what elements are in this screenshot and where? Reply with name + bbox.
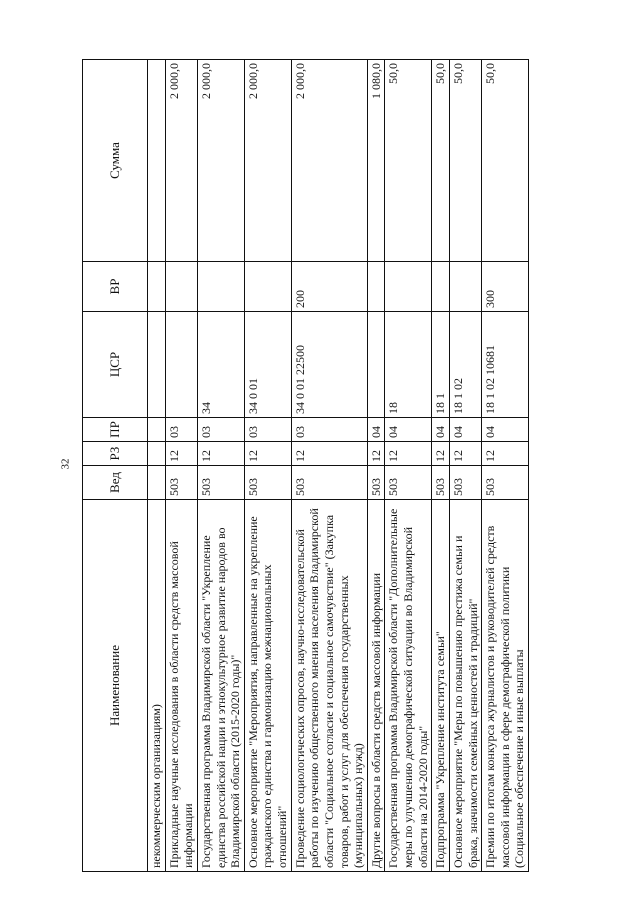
cell-sum: 2 000,0 xyxy=(197,60,244,262)
page-number: 32 xyxy=(59,458,72,470)
cell-ved xyxy=(148,466,166,500)
cell-csr: 18 1 02 xyxy=(449,312,481,418)
cell-name: Прикладные научные исследования в области средств массовой информации xyxy=(165,500,197,872)
cell-ved: 503 xyxy=(432,466,450,500)
table-row xyxy=(385,60,432,872)
cell-name: Премии по итогам конкурса журналистов и руководителей средств массовой информации в сфере демографической политики (Социальное обеспечение и иные выплаты xyxy=(482,500,529,872)
cell-ved: 503 xyxy=(244,466,291,500)
table-row xyxy=(449,60,481,872)
cell-ved: 503 xyxy=(449,466,481,500)
table-row xyxy=(291,60,367,872)
table-row xyxy=(197,60,244,872)
cell-pr: 03 xyxy=(291,418,367,442)
header-ved: Вед xyxy=(83,466,148,500)
cell-ved: 503 xyxy=(197,466,244,500)
cell-name: Подпрограмма "Укрепление института семьи" xyxy=(432,500,450,872)
cell-sum: 2 000,0 xyxy=(244,60,291,262)
cell-ved: 503 xyxy=(291,466,367,500)
cell-sum xyxy=(148,60,166,262)
table-row xyxy=(244,60,291,872)
cell-rz: 12 xyxy=(291,442,367,466)
cell-rz: 12 xyxy=(244,442,291,466)
cell-ved: 503 xyxy=(165,466,197,500)
cell-ved: 503 xyxy=(367,466,385,500)
cell-pr: 04 xyxy=(367,418,385,442)
cell-csr: 34 xyxy=(197,312,244,418)
cell-pr: 04 xyxy=(482,418,529,442)
cell-sum: 50,0 xyxy=(449,60,481,262)
cell-csr xyxy=(165,312,197,418)
table-row xyxy=(367,60,385,872)
cell-name: некоммерческим организациям) xyxy=(148,500,166,872)
cell-sum: 2 000,0 xyxy=(165,60,197,262)
header-rz: РЗ xyxy=(83,442,148,466)
cell-rz: 12 xyxy=(385,442,432,466)
table-row xyxy=(165,60,197,872)
cell-sum: 50,0 xyxy=(432,60,450,262)
cell-rz: 12 xyxy=(165,442,197,466)
cell-sum: 50,0 xyxy=(385,60,432,262)
cell-rz xyxy=(148,442,166,466)
cell-pr: 03 xyxy=(244,418,291,442)
budget-table xyxy=(82,59,529,872)
cell-pr: 04 xyxy=(385,418,432,442)
cell-pr xyxy=(148,418,166,442)
cell-csr: 18 1 xyxy=(432,312,450,418)
cell-ved: 503 xyxy=(482,466,529,500)
cell-csr: 18 1 02 10681 xyxy=(482,312,529,418)
cell-vr xyxy=(367,262,385,312)
header-pr: ПР xyxy=(83,418,148,442)
cell-sum: 50,0 xyxy=(482,60,529,262)
cell-pr: 03 xyxy=(165,418,197,442)
cell-vr xyxy=(385,262,432,312)
rotated-page-content xyxy=(82,60,600,872)
cell-pr: 04 xyxy=(432,418,450,442)
cell-pr: 03 xyxy=(197,418,244,442)
cell-csr: 34 0 01 xyxy=(244,312,291,418)
cell-vr xyxy=(197,262,244,312)
header-csr: ЦСР xyxy=(83,312,148,418)
cell-name: Государственная программа Владимирской области "Дополнительные меры по улучшению демографической ситуации во Владимирской области на 2014-2020 годы" xyxy=(385,500,432,872)
cell-vr: 300 xyxy=(482,262,529,312)
cell-vr: 200 xyxy=(291,262,367,312)
cell-name: Другие вопросы в области средств массовой информации xyxy=(367,500,385,872)
cell-sum: 2 000,0 xyxy=(291,60,367,262)
cell-vr xyxy=(148,262,166,312)
cell-rz: 12 xyxy=(197,442,244,466)
cell-sum: 1 080,0 xyxy=(367,60,385,262)
cell-vr xyxy=(165,262,197,312)
header-vr: ВР xyxy=(83,262,148,312)
cell-rz: 12 xyxy=(449,442,481,466)
cell-vr xyxy=(449,262,481,312)
cell-rz: 12 xyxy=(482,442,529,466)
header-name: Наименование xyxy=(83,500,148,872)
cell-name: Основное мероприятие "Меры по повышению престижа семьи и брака, значимости семейных ценностей и традиций" xyxy=(449,500,481,872)
table-row xyxy=(148,60,166,872)
cell-csr xyxy=(148,312,166,418)
cell-vr xyxy=(244,262,291,312)
cell-pr: 04 xyxy=(449,418,481,442)
cell-csr xyxy=(367,312,385,418)
cell-name: Государственная программа Владимирской области "Укрепление единства российской нации и этнокультурное развитие народов во Владимирской области (2015-2020 годы)" xyxy=(197,500,244,872)
cell-rz: 12 xyxy=(367,442,385,466)
table-row xyxy=(482,60,529,872)
cell-csr: 34 0 01 22500 xyxy=(291,312,367,418)
header-sum: Сумма xyxy=(83,60,148,262)
cell-vr xyxy=(432,262,450,312)
cell-rz: 12 xyxy=(432,442,450,466)
cell-ved: 503 xyxy=(385,466,432,500)
cell-csr: 18 xyxy=(385,312,432,418)
table-header-row xyxy=(83,60,148,872)
table-row xyxy=(432,60,450,872)
cell-name: Основное мероприятие "Мероприятия, направленные на укрепление гражданского единства и гармонизацию межнациональных отношений" xyxy=(244,500,291,872)
cell-name: Проведение социологических опросов, научно-исследовательской работы по изучению общественного мнения населения Владимирской области "Социальное согласие и социальное самочувствие" (Закупка товаров, работ и услуг для обеспечения государственных (муниципальных) нужд) xyxy=(291,500,367,872)
